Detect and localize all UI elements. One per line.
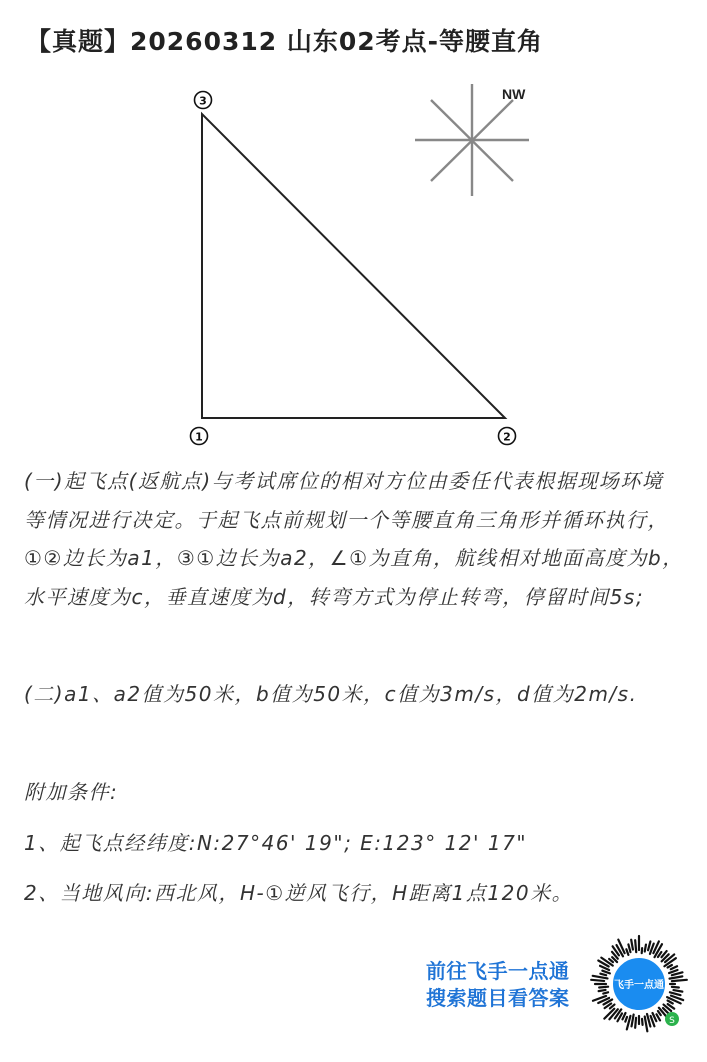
isosceles-right-triangle: [202, 114, 505, 418]
promo-line-2: 搜索题目看答案: [426, 986, 570, 1010]
page-title: 【真题】20260312 山东02考点-等腰直角: [26, 27, 544, 56]
condition-paragraph-1: (一)起飞点(返航点)与考试席位的相对方位由委任代表根据现场环境等情况进行决定。于起飞点前规划一个等腰直角三角形并循环执行，①②边长为a1，③①边长为a2，∠①为直角，航线相对地面高度为b，水平速度为c，垂直速度为d，转弯方式为停止转弯，停留时间5s;: [24, 469, 684, 609]
svg-text:3: 3: [199, 94, 207, 108]
svg-text:S: S: [669, 1016, 675, 1026]
extra-condition-2: 2、当地风向:西北风，H-①逆风飞行，H距离1点120米。: [24, 881, 574, 905]
mini-program-code[interactable]: [588, 933, 690, 1035]
extra-condition-1: 1、起飞点经纬度:N:27°46' 19"; E:123° 12' 17": [24, 831, 528, 855]
vertex-3: [195, 92, 212, 109]
condition-paragraph-2: (二)a1、a2值为50米，b值为50米，c值为3m/s，d值为2m/s.: [24, 682, 638, 706]
vertex-2: [499, 428, 516, 445]
svg-text:1: 1: [195, 430, 203, 444]
qr-center-text: 飞手一点通: [614, 980, 664, 991]
triangle-figure: [0, 0, 707, 470]
promo-line-1: 前往飞手一点通: [426, 959, 570, 983]
svg-text:2: 2: [503, 430, 511, 444]
extra-conditions-heading: 附加条件:: [24, 780, 119, 804]
compass-label: NW: [502, 86, 526, 102]
vertex-1: [191, 428, 208, 445]
promo-text[interactable]: [426, 958, 570, 1012]
